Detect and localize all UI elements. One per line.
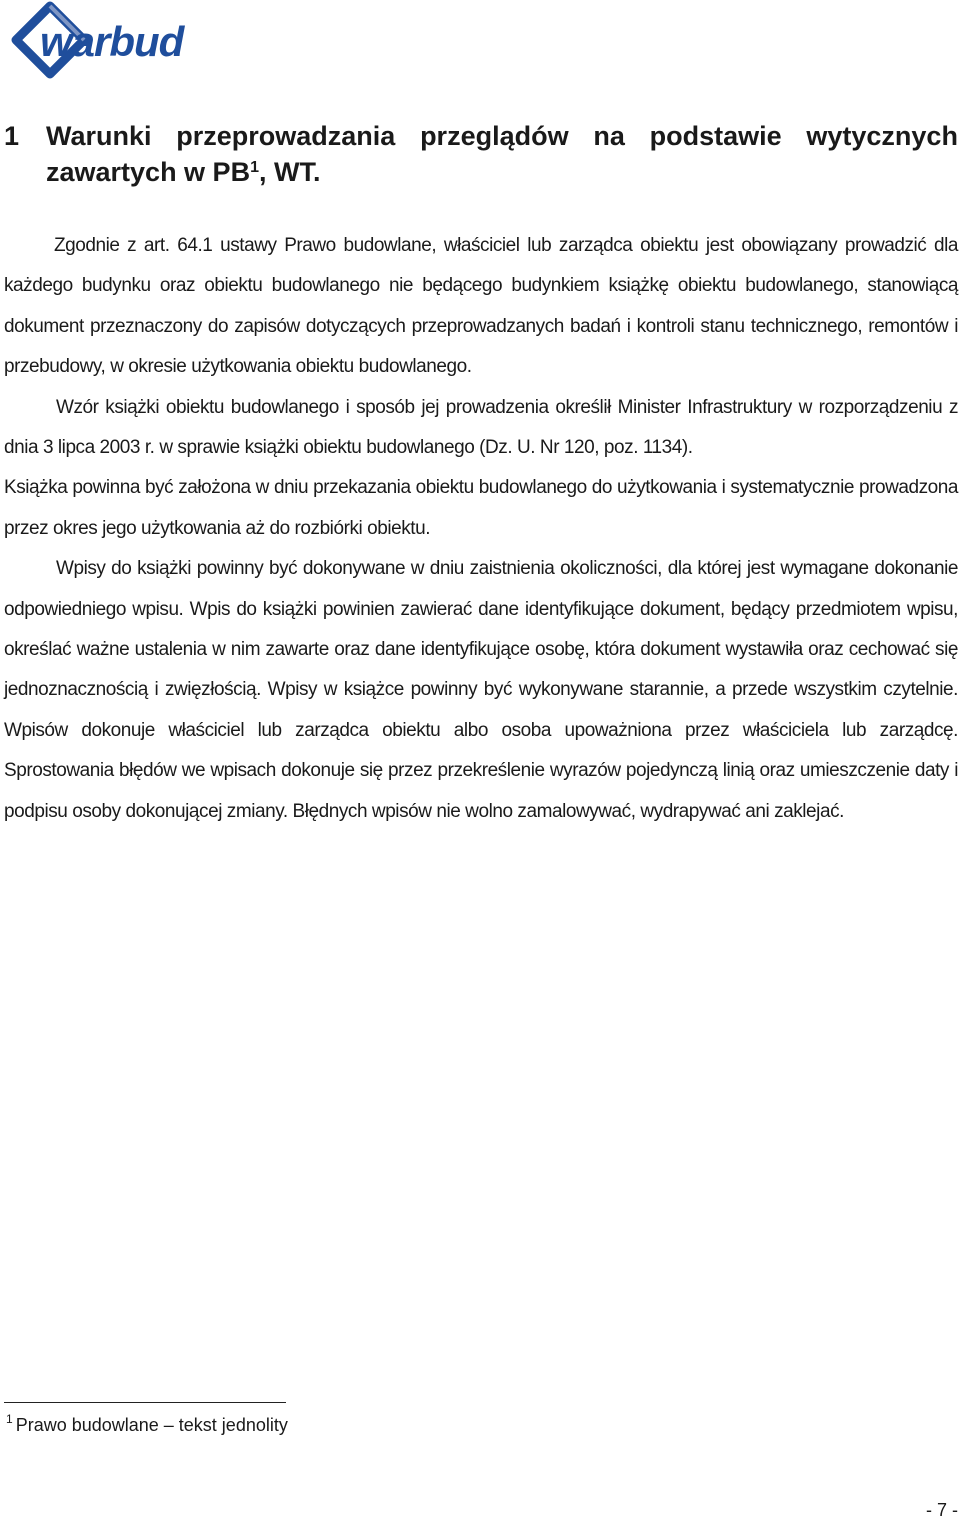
heading-word: na [593,121,625,151]
heading-text-suffix: , WT. [258,157,321,187]
paragraph: Wzór książki obiektu budowlanego i sposób jej prowadzenia określił Minister Infrastruktury w rozporządzeniu z dnia 3 lipca 2003 r. w sprawie książki obiektu budowlanego (Dz. U. Nr 120, poz. 1134). [4,396,958,459]
heading-word: przeglądów [420,121,569,151]
body-text [4,226,958,832]
footnote-number: 1 [6,1412,13,1426]
heading-text: zawartych w PB [46,157,251,187]
paragraph: Zgodnie z art. 64.1 ustawy Prawo budowlane, właściciel lub zarządca obiektu jest obowiązany prowadzić dla każdego budynku oraz obiektu budowlanego nie będącego budynkiem książkę obiektu budowlanego, stanowiącą dokument przeznaczony do zapisów dotyczących przeprowadzanych badań i kontroli stanu technicznego, remontów i przebudowy, w okresie użytkowania obiektu budowlanego. [4,235,958,378]
heading-line-1 [46,118,958,154]
paragraph: Książka powinna być założona w dniu przekazania obiektu budowlanego do użytkowania i systematycznie prowadzona przez okres jego użytkowania aż do rozbiórki obiektu. [4,477,958,539]
page-number: - 7 - [925,1500,958,1520]
paragraph: Wpisy do książki powinny być dokonywane w dniu zaistnienia okoliczności, dla której jest wymagane dokonanie odpowiedniego wpisu. Wpis do książki powinien zawierać dane identyfikujące dokument, będący przedmiotem wpisu, określać ważne ustalenia w nim zawarte oraz dane identyfikujące osobę, która dokument wystawiła oraz cechować się jednoznacznością i zwięzłością. Wpisy w książce powinny być wykonywane starannie, a przede wszystkim czytelnie. Wpisów dokonuje właściciel lub zarządca obiektu albo osoba upoważniona przez właściciela lub zarządcę. Sprostowania błędów we wpisach dokonuje się przez przekreślenie wyrazów pojedynczą linią oraz umieszczenie daty i podpisu osoby dokonującej zmiany. Błędnych wpisów nie wolno zamalowywać, wydrapywać ani zaklejać. [4,558,958,822]
heading-word: przeprowadzania [176,121,396,151]
logo-wordmark: warbud [40,18,184,65]
warbud-logo-graphic [10,0,250,84]
warbud-logo [10,0,250,84]
heading-word: wytycznych [806,121,958,151]
footnote-text: Prawo budowlane – tekst jednolity [15,1415,288,1435]
heading-word: Warunki [46,121,152,151]
footnote-separator [4,1402,286,1403]
heading-line-2 [46,154,320,190]
heading-word: podstawie [649,121,782,151]
heading-number: 1 [4,121,20,151]
footnote-reference: 1 [250,159,259,176]
footnote [6,1413,288,1437]
